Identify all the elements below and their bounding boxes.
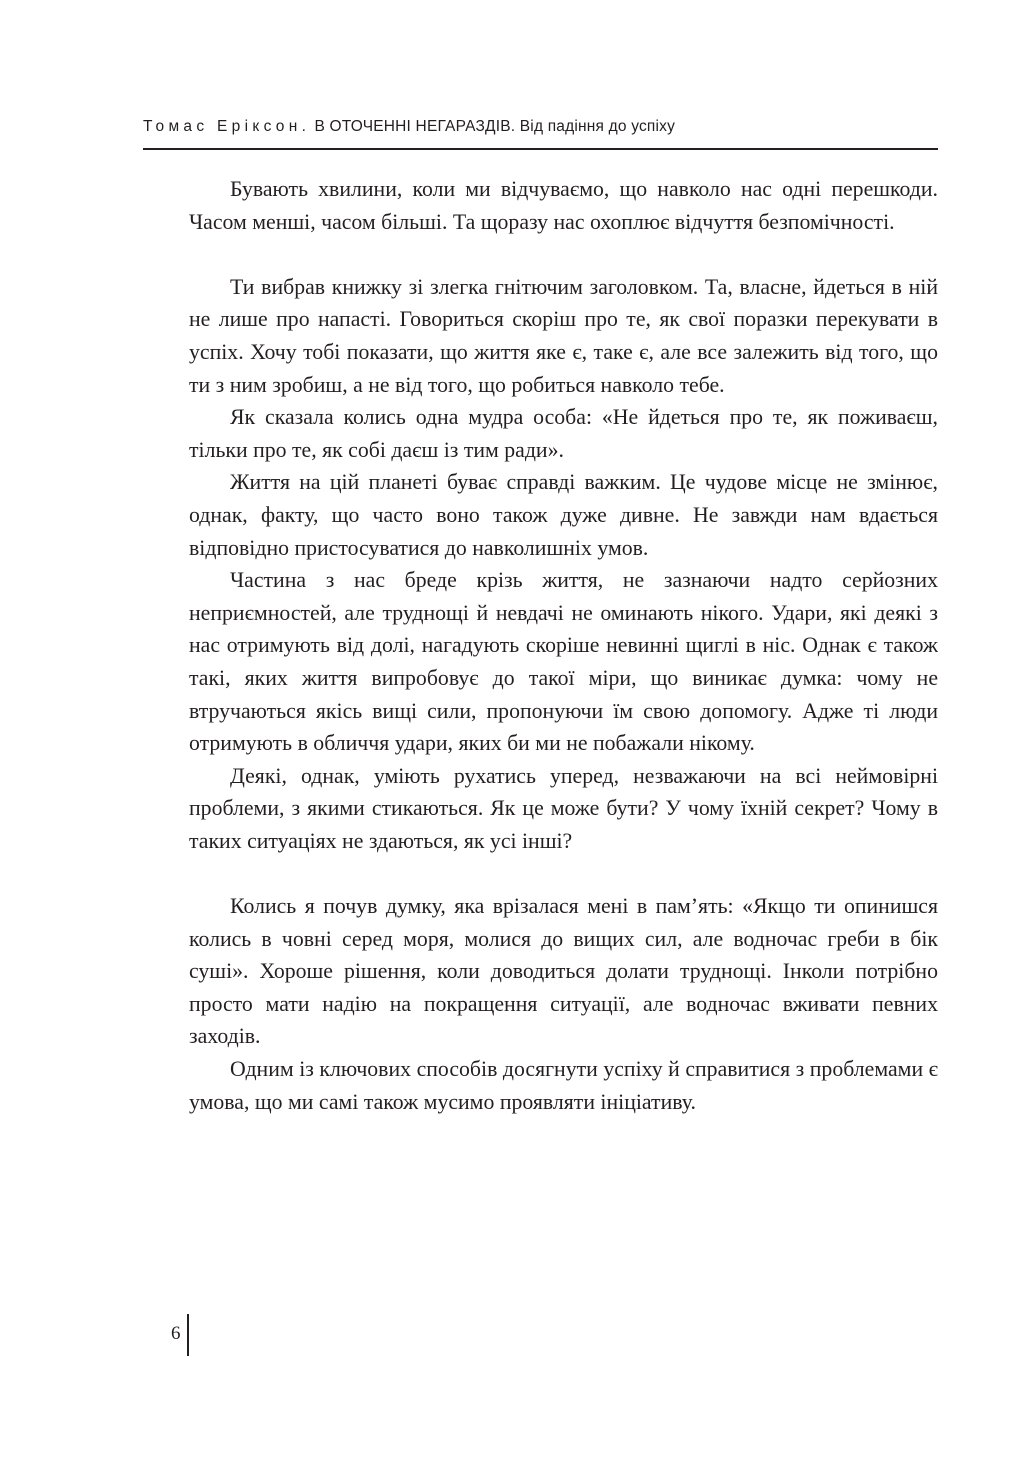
paragraph: Бувають хвилини, коли ми відчуваємо, що навколо нас одні перешкоди. Часом менші, часом більші. Та щоразу нас охоплює відчуття безпомічності.	[189, 177, 938, 234]
running-head	[143, 117, 675, 137]
running-head-title: В ОТОЧЕННІ НЕГАРАЗДІВ. Від падіння до успіху	[314, 118, 676, 135]
paragraph: Одним із ключових способів досягнути успіху й справитися з проблемами є умова, що ми самі також мусимо проявляти ініціативу.	[189, 1057, 938, 1114]
paragraph: Ти вибрав книжку зі злегка гнітючим заголовком. Та, власне, йдеться в ній не лише про напасті. Говориться скоріш про те, як свої поразки перекувати в успіх. Хочу тобі показати, що життя яке є, таке є, але все залежить від того, що ти з ним зробиш, а не від того, що робиться навколо тебе.	[189, 274, 938, 397]
running-head-author: Томас Еріксон.	[143, 118, 311, 135]
body-text	[189, 173, 938, 1118]
page-number: 6	[171, 1323, 181, 1344]
paragraph: Життя на цій планеті буває справді важким. Це чудове місце не змінює, однак, факту, що часто воно також дуже дивне. Не завжди нам вдається відповідно пристосуватися до навколишніх умов.	[189, 470, 938, 560]
paragraph: Колись я почув думку, яка врізалася мені в пам’ять: «Якщо ти опинишся колись в човні серед моря, молися до вищих сил, але водночас греби в бік суші». Хороше рішення, коли доводиться долати труднощі. Інколи потрібно просто мати надію на покращення ситуації, але водночас вживати певних заходів.	[189, 894, 938, 1049]
paragraph: Деякі, однак, уміють рухатись уперед, незважаючи на всі неймовірні проблеми, з якими стикаються. Як це може бути? У чому їхній секрет? Чому в таких ситуаціях не здаються, як усі інші?	[189, 763, 938, 853]
paragraph: Як сказала колись одна мудра особа: «Не йдеться про те, як поживаєш, тільки про те, як собі даєш із тим ради».	[189, 405, 938, 462]
page-number-rule	[187, 1314, 189, 1356]
header-rule	[143, 148, 938, 150]
paragraph: Частина з нас бреде крізь життя, не зазнаючи надто серйозних неприємностей, але труднощі й невдачі не оминають нікого. Удари, які деякі з нас отримують від долі, нагадують скоріше невинні щиглі в ніс. Однак є також такі, яких життя випробовує до такої міри, що виникає думка: чому не втручаються якісь вищі сили, пропонуючи їм свою допомогу. Адже ті люди отримують в обличчя удари, яких би ми не побажали нікому.	[189, 568, 938, 756]
